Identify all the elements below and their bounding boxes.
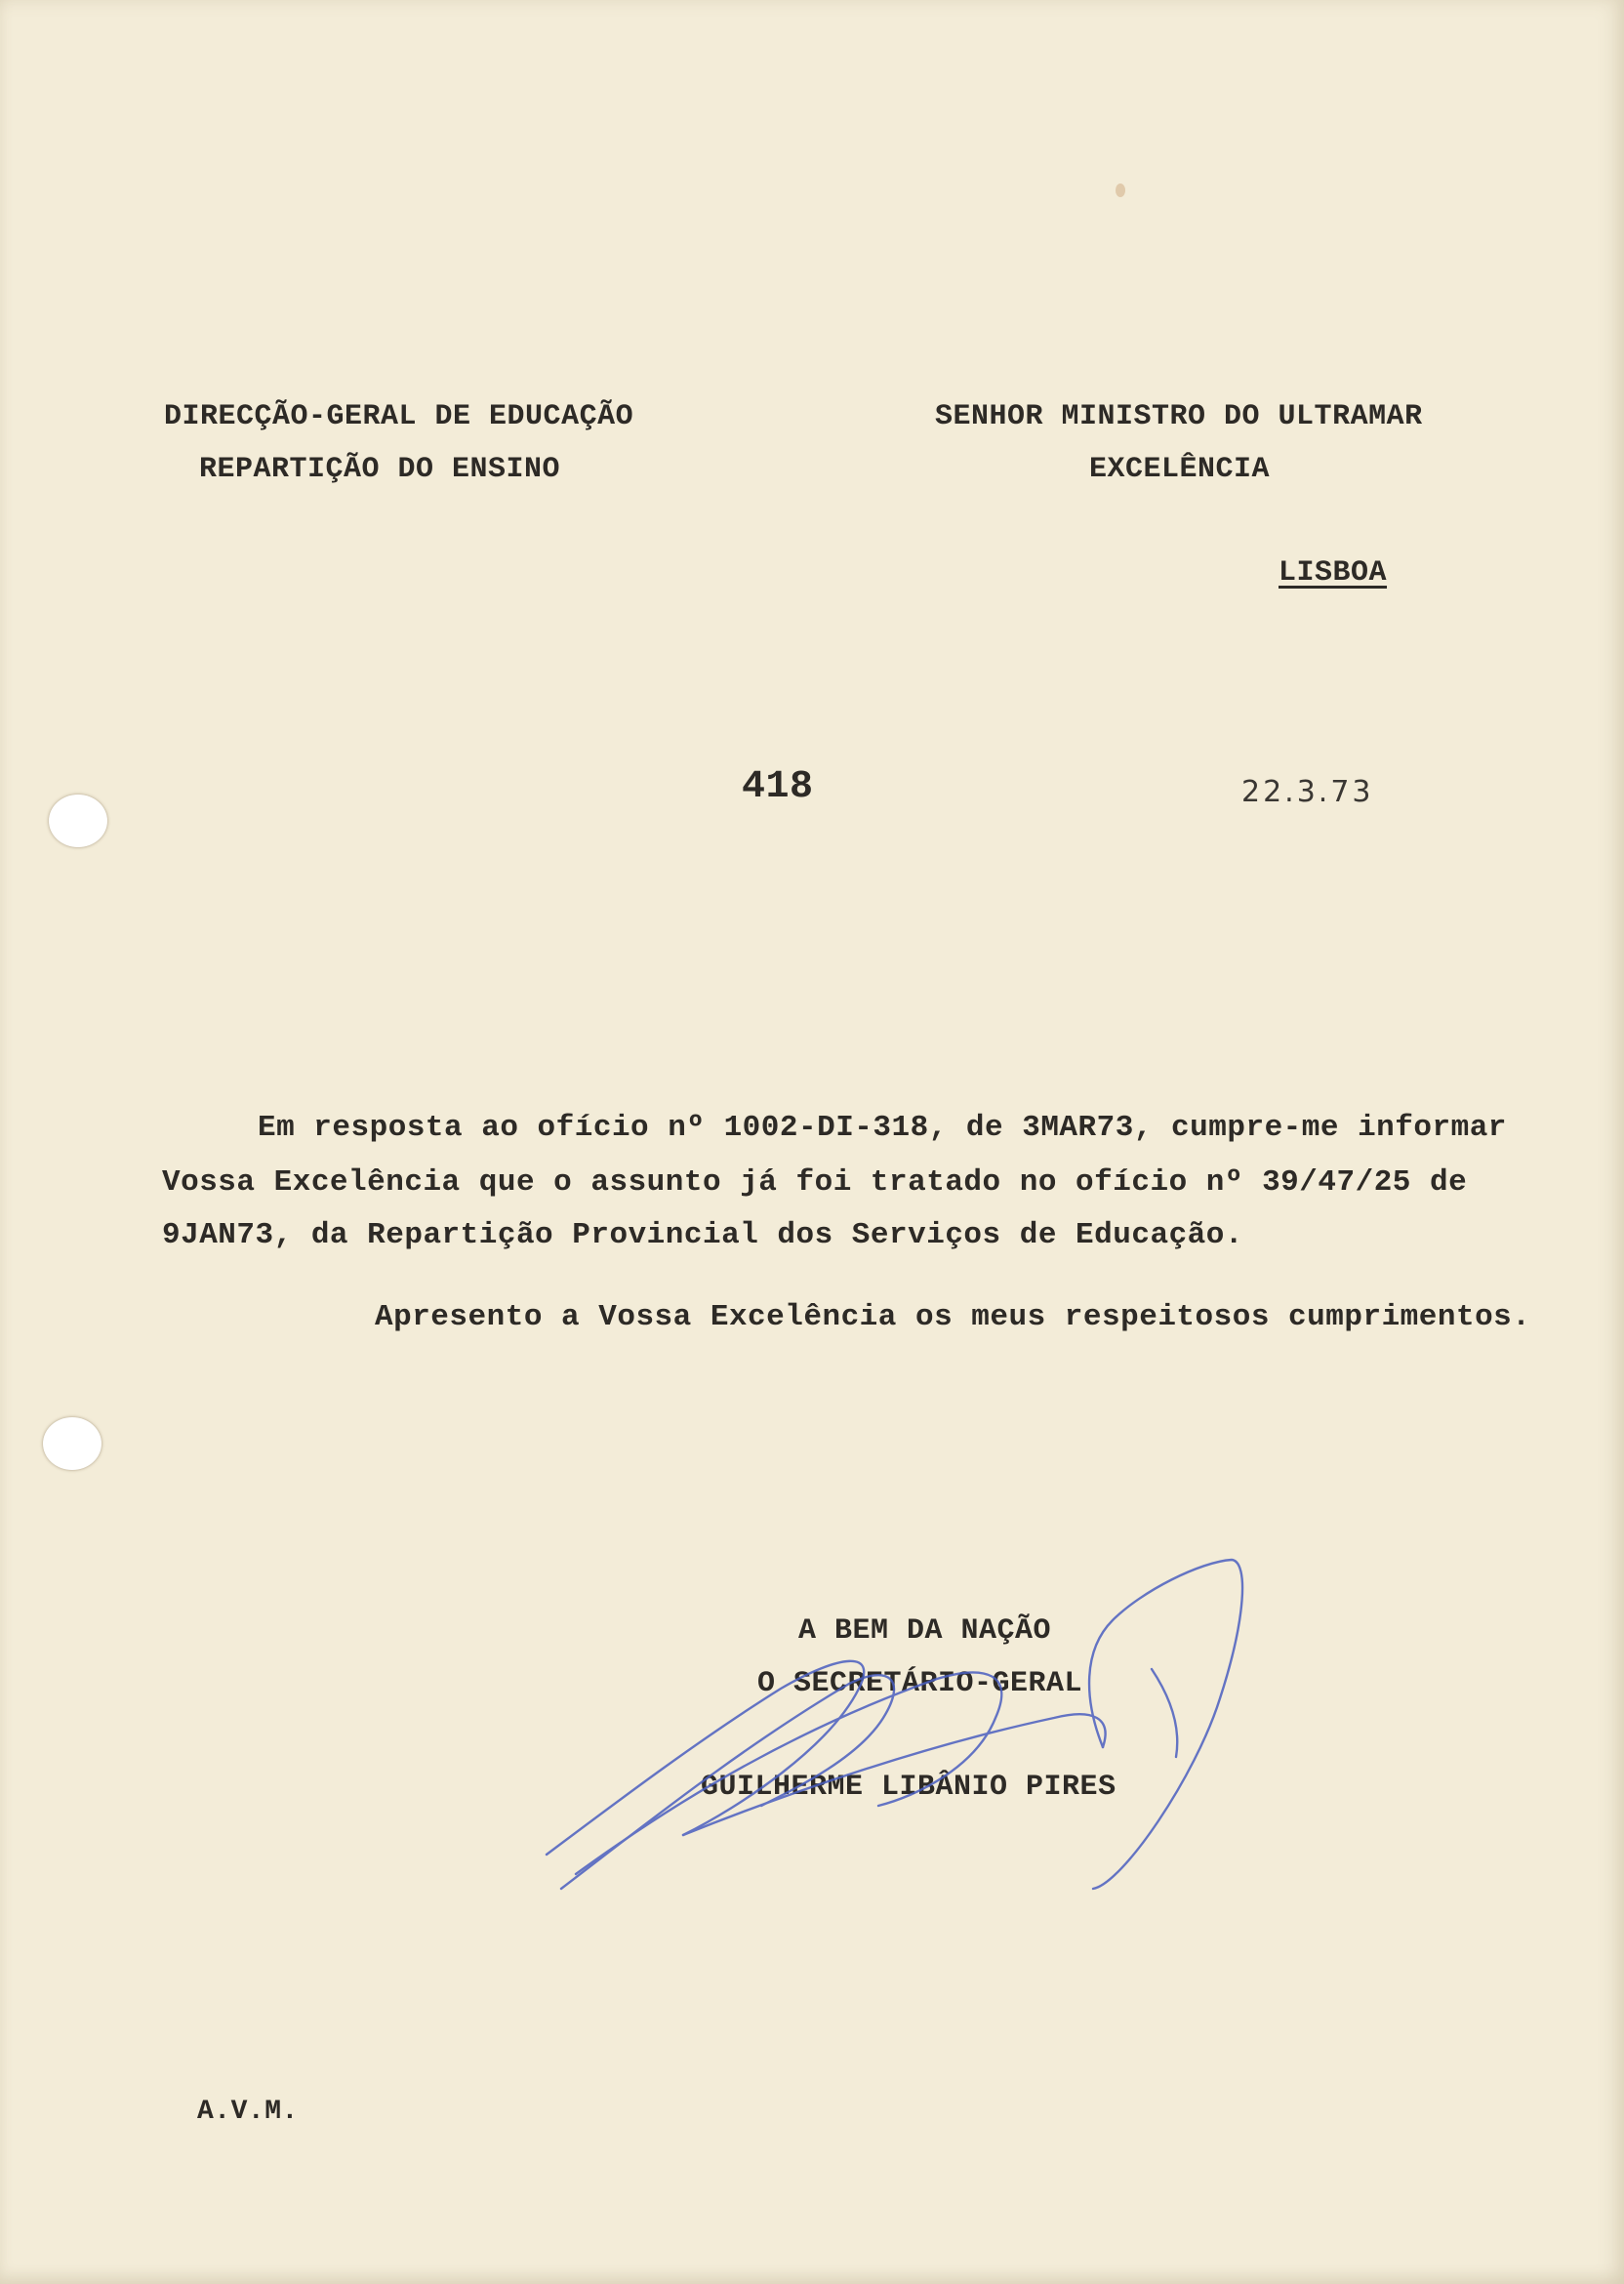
typist-initials: A.V.M. xyxy=(197,2097,299,2127)
signature-motto: A BEM DA NAÇÃO xyxy=(798,1614,1052,1648)
recipient-city: LISBOA xyxy=(1279,556,1388,590)
recipient-honorific: EXCELÊNCIA xyxy=(1089,453,1271,486)
closing-line: Apresento a Vossa Excelência os meus respeitosos cumprimentos. xyxy=(375,1300,1531,1334)
sender-division: REPARTIÇÃO DO ENSINO xyxy=(199,453,561,486)
body-line-2: Vossa Excelência que o assunto já foi tratado no ofício nº 39/47/25 de xyxy=(162,1165,1468,1200)
document-number: 418 xyxy=(742,765,814,809)
body-line-1: Em resposta ao ofício nº 1002-DI-318, de 3MAR73, cumpre-me informar xyxy=(258,1111,1507,1145)
body-line-3: 9JAN73, da Repartição Provincial dos Serviços de Educação. xyxy=(162,1218,1243,1252)
recipient-title: SENHOR MINISTRO DO ULTRAMAR xyxy=(935,400,1423,433)
signatory-name: GUILHERME LIBÂNIO PIRES xyxy=(701,1771,1116,1804)
signature-role: O SECRETÁRIO-GERAL xyxy=(757,1667,1083,1700)
document-date: 22.3.73 xyxy=(1241,775,1374,809)
sender-department: DIRECÇÃO-GERAL DE EDUCAÇÃO xyxy=(164,400,634,433)
